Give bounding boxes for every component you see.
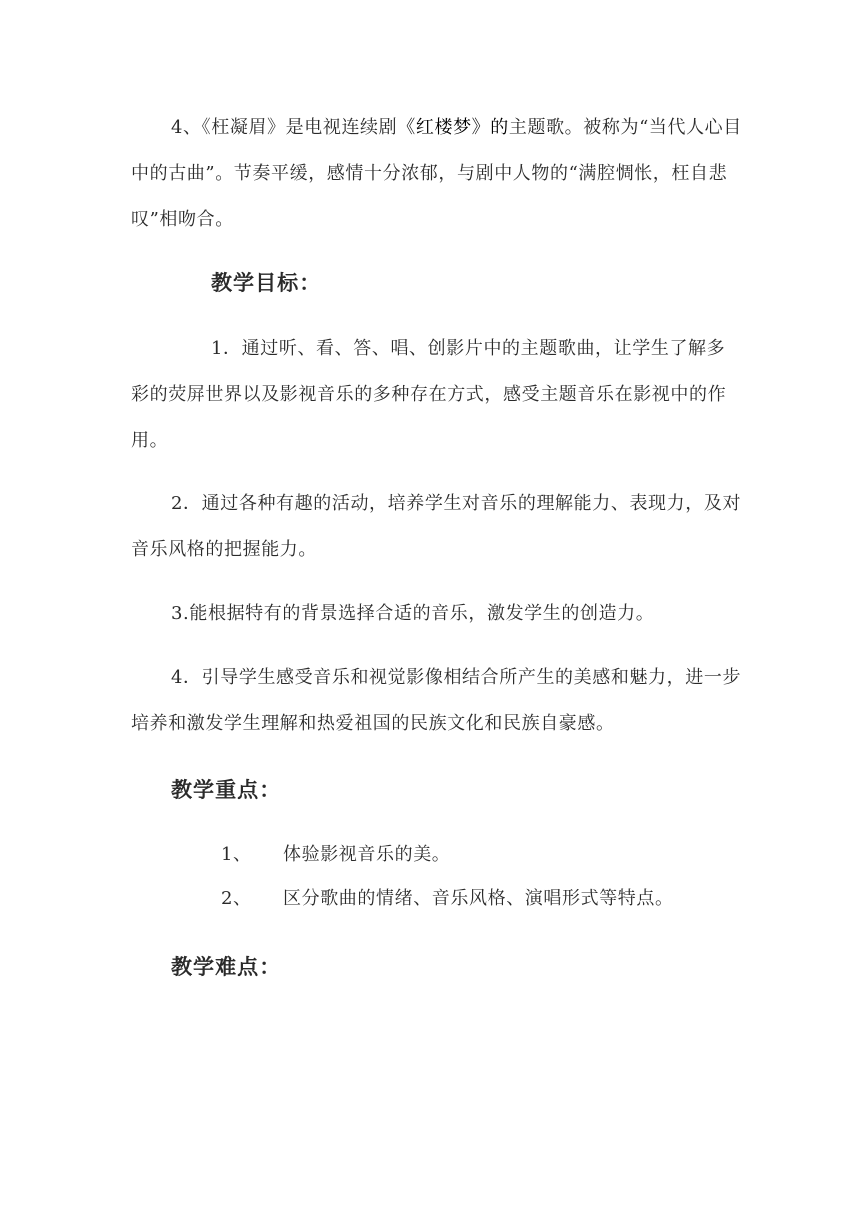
- key-points-heading: 教学重点：: [171, 777, 282, 802]
- intro-text-end: 主题歌。被称为“当代人心目中的古曲”。节奏平缓，感情十分浓郁，与剧中人物的“满腔惆怅，枉自悲叹”相吻合。: [131, 117, 742, 230]
- key-point-item-2: [221, 884, 674, 914]
- key-point-number: 2、: [221, 888, 252, 909]
- objective-item-3: 3.能根据特有的背景选择合适的音乐，激发学生的创造力。: [171, 603, 655, 624]
- intro-drama-title: 《红楼梦》的: [397, 117, 509, 138]
- key-point-number: 1、: [221, 844, 252, 865]
- objectives-heading: 教学目标：: [211, 270, 322, 295]
- intro-paragraph: [131, 105, 743, 243]
- objective-item-2: 2．通过各种有趣的活动，培养学生对音乐的理解能力、表现力，及对音乐风格的把握能力。: [131, 493, 742, 560]
- key-point-text: 区分歌曲的情绪、音乐风格、演唱形式等特点。: [283, 888, 674, 909]
- intro-text-start: 4、《枉凝眉》是电视连续剧: [171, 117, 398, 138]
- objective-item-1: 1．通过听、看、答、唱、创影片中的主题歌曲，让学生了解多彩的荧屏世界以及影视音乐的多种存在方式，感受主题音乐在影视中的作用。: [131, 338, 727, 451]
- objective-item-4: 4．引导学生感受音乐和视觉影像相结合所产生的美感和魅力，进一步培养和激发学生理解和热爱祖国的民族文化和民族自豪感。: [131, 667, 742, 734]
- difficulties-heading: 教学难点：: [171, 954, 282, 979]
- key-point-text: 体验影视音乐的美。: [283, 844, 451, 865]
- key-point-item-1: [221, 840, 450, 870]
